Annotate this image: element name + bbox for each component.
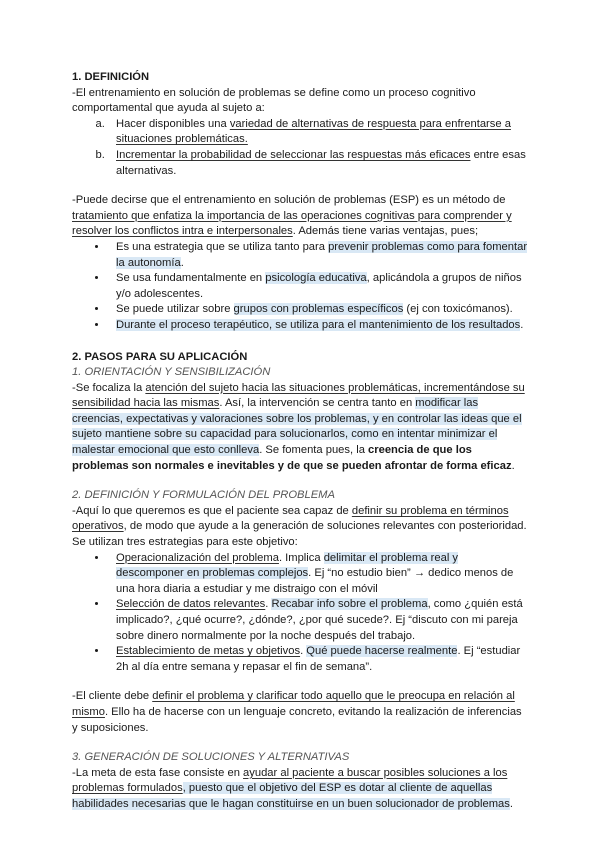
subheading-generacion: 3. GENERACIÓN DE SOLUCIONES Y ALTERNATIVAS xyxy=(72,751,350,764)
paragraph-cliente: -El cliente debe definir el problema y clarificar todo aquello que le preocupa en relación al mismo. Ello ha de hacerse con un lenguaje concreto, evitando la realización de inferencias y suposiciones. xyxy=(72,690,522,734)
alpha-list xyxy=(72,117,528,179)
list-item: • Se puede utilizar sobre grupos con problemas específicos (ej con toxicómanos). xyxy=(108,302,528,318)
list-item: • Se usa fundamentalmente en psicología educativa, aplicándola a grupos de niños y/o adolescentes. xyxy=(108,271,528,302)
paragraph-generacion: -La meta de esta fase consiste en ayudar al paciente a buscar posibles soluciones a los problemas formulados, puesto que el objetivo del ESP es dotar al cliente de aquellas habilidades necesarias que le hagan constituirse en un buen solucionador de problemas. xyxy=(72,766,513,810)
paragraph-esp-method: -Puede decirse que el entrenamiento en solución de problemas (ESP) es un método de tratamiento que enfatiza la importancia de las operaciones cognitivas para comprender y resolver los conflictos intra e interpersonales. Además tiene varias ventajas, pues; xyxy=(72,194,512,238)
advantages-list xyxy=(72,240,528,334)
list-item: • Selección de datos relevantes. Recabar info sobre el problema, como ¿quién está implicado?, ¿qué ocurre?, ¿dónde?, ¿por qué sucede?. Ej “discuto con mi pareja sobre dinero normalmente por la noche después del trabajo. xyxy=(108,597,528,644)
section-heading-pasos: 2. PASOS PARA SU APLICACIÓN xyxy=(72,350,248,363)
list-item: • Establecimiento de metas y objetivos. Qué puede hacerse realmente. Ej “estudiar 2h al día entre semana y repasar el fin de semana”. xyxy=(108,644,528,675)
list-item: • Operacionalización del problema. Implica delimitar el problema real y descomponer en problemas complejos. Ej “no estudio bien” → dedico menos de una hora diaria a estudiar y me distraigo con el móvil xyxy=(108,551,528,598)
strategies-list xyxy=(72,551,528,676)
paragraph-definition-intro: -El entrenamiento en solución de problemas se define como un proceso cognitivo comportamental que ayuda al sujeto a: xyxy=(72,86,476,115)
list-item-b: b. Incrementar la probabilidad de seleccionar las respuestas más eficaces entre esas alternativas. xyxy=(108,148,528,179)
list-item: • Durante el proceso terapéutico, se utiliza para el mantenimiento de los resultados. xyxy=(108,318,528,334)
paragraph-definicion-problema: -Aquí lo que queremos es que el paciente sea capaz de definir su problema en términos operativos, de modo que ayude a la generación de soluciones relevantes con posterioridad. Se utilizan tres estrategias para este objetivo: xyxy=(72,504,527,549)
document-body xyxy=(72,70,528,813)
list-item-a: a. Hacer disponibles una variedad de alternativas de respuesta para enfrentarse a situaciones problemáticas. xyxy=(108,117,528,148)
subheading-orientacion: 1. ORIENTACIÓN Y SENSIBILIZACIÓN xyxy=(72,366,271,379)
paragraph-orientacion: -Se focaliza la atención del sujeto hacia las situaciones problemáticas, incrementándose su sensibilidad hacia las mismas. Así, la intervención se centra tanto en modificar las creencias, expectativas y valoraciones sobre los problemas, y en controlar las ideas que el sujeto mantiene sobre su capacidad para solucionarlos, como en intentar minimizar el malestar emocional que esto conlleva. Se fomenta pues, la creencia de que los problemas son normales e inevitables y de que se pueden afrontar de forma eficaz. xyxy=(72,381,525,472)
list-item: • Es una estrategia que se utiliza tanto para prevenir problemas como para fomentar la autonomía. xyxy=(108,240,528,271)
subheading-definicion-problema: 2. DEFINICIÓN Y FORMULACIÓN DEL PROBLEMA xyxy=(72,489,335,502)
section-heading-definicion: 1. DEFINICIÓN xyxy=(72,71,150,83)
